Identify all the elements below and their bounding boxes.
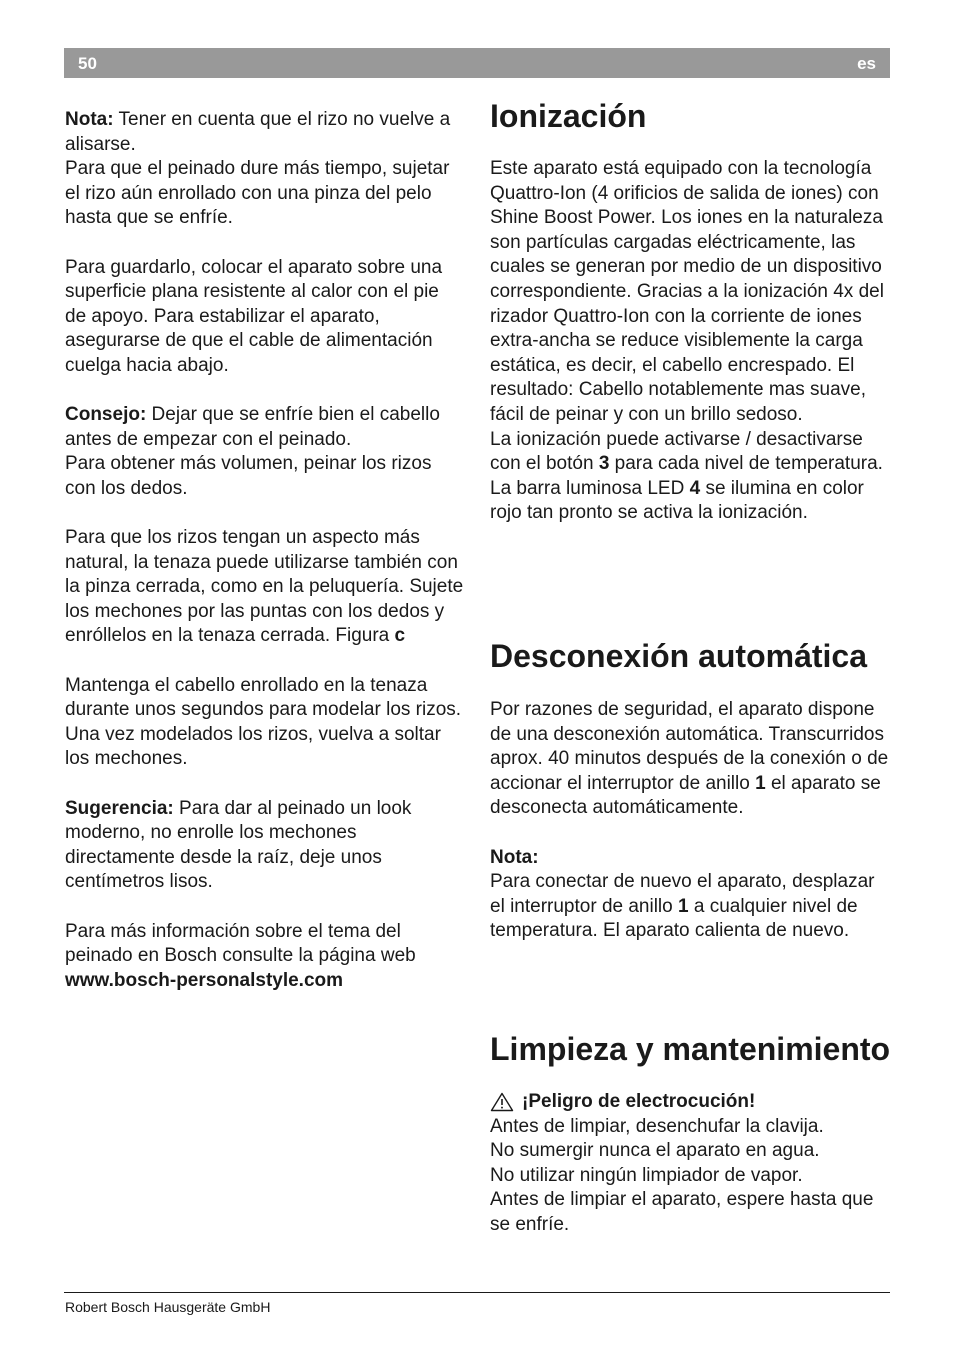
auto-off-note-label: Nota: [490, 846, 539, 868]
website-link[interactable]: www.bosch-personalstyle.com [65, 969, 344, 991]
note-label: Nota: [65, 109, 114, 130]
ionization-toggle-paragraph: La ionización puede activarse / desactivarse con el botón 3 para cada nivel de temperatura. La barra luminosa LED 4 se ilumina en color rojo tan pronto se activa la ionización. [490, 428, 883, 524]
cleaning-line-3: No utilizar ningún limpiador de vapor. [490, 1164, 803, 1186]
button-ref: 3 [598, 453, 610, 475]
more-info-paragraph: Para más información sobre el tema del peinado en Bosch consulte la página web [65, 920, 416, 967]
warning-label: ¡Peligro de electrocución! [522, 1091, 756, 1112]
auto-off-paragraph: Por razones de seguridad, el aparato dispone de una desconexión automática. Transcurridos aprox. 40 minutos después de la conexión o de accionar el interruptor de anillo 1 el aparato se desconecta automáticamente. [490, 699, 889, 819]
auto-off-section [490, 698, 890, 944]
warning-line [490, 1090, 890, 1115]
ionization-heading: Ionización [490, 98, 647, 134]
figure-ref: c [394, 625, 406, 647]
auto-off-note-paragraph: Para conectar de nuevo el aparato, desplazar el interruptor de anillo 1 a cualquier nivel de temperatura. El aparato calienta de nuevo. [490, 871, 875, 942]
note-paragraph: Nota: Tener en cuenta que el rizo no vuelve a alisarse. [65, 109, 451, 155]
volume-paragraph: Para obtener más volumen, peinar los rizos con los dedos. [65, 453, 432, 499]
switch-ref: 1 [755, 772, 766, 794]
cleaning-line-1: Antes de limpiar, desenchufar la clavija. [490, 1115, 824, 1137]
page-number: 50 [78, 54, 97, 73]
cleaning-line-4: Antes de limpiar el aparato, espere hasta que se enfríe. [490, 1189, 874, 1235]
natural-paragraph: Para que los rizos tengan un aspecto más natural, la tenaza puede utilizarse también con la pinza cerrada, como en la peluquería. Sujete los mechones por las puntas con los dedos y enróllelos en la tenaza cerrada. Figura c [65, 527, 464, 647]
auto-off-heading: Desconexión automática [490, 638, 867, 674]
header-bar [64, 48, 890, 78]
cleaning-heading: Limpieza y mantenimiento [490, 1031, 891, 1067]
footer-divider [64, 1292, 890, 1293]
warning-triangle-icon [490, 1092, 514, 1112]
tip-label: Consejo: [65, 404, 147, 426]
keep-paragraph: Mantenga el cabello enrollado en la tenaza durante unos segundos para modelar los rizos. Una vez modelados los rizos, vuelva a soltar los mechones. [65, 674, 462, 770]
cleaning-line-2: No sumergir nunca el aparato en agua. [490, 1140, 820, 1162]
suggestion-paragraph: Sugerencia: Para dar al peinado un look moderno, no enrolle los mechones directamente desde la raíz, deje unos centímetros lisos. [65, 797, 412, 893]
ionization-section [490, 157, 890, 526]
suggestion-label: Sugerencia: [65, 797, 174, 819]
ionization-paragraph: Este aparato está equipado con la tecnología Quattro-Ion (4 orificios de salida de iones) con Shine Boost Power. Los iones en la naturaleza son partículas cargadas eléctricamente, las cuales se generan por medio de un dispositivo correspondiente. Gracias a la ionización 4x del rizador Quattro-Ion con la corriente de iones extra-ancha se reduce visiblemente la carga estática, es decir, el cabello encrespado. El resultado: Cabello notablemente mas suave, fácil de peinar y con un brillo sedoso. [490, 158, 884, 425]
tip-paragraph: Consejo: Dejar que se enfríe bien el cabello antes de empezar con el peinado. [65, 404, 440, 450]
footer-company: Robert Bosch Hausgeräte GmbH [65, 1299, 271, 1315]
note-switch-ref: 1 [678, 895, 689, 917]
led-ref: 4 [689, 477, 701, 499]
cleaning-section [490, 1090, 890, 1238]
store-paragraph: Para guardarlo, colocar el aparato sobre una superficie plana resistente al calor con el pie de apoyo. Para estabilizar el aparato, asegurarse de que el cable de alimentación cuelga hacia abajo. [65, 256, 443, 376]
left-column [65, 108, 465, 993]
hold-paragraph: Para que el peinado dure más tiempo, sujetar el rizo aún enrollado con una pinza del pelo hasta que se enfríe. [65, 158, 450, 229]
language-code: es [857, 54, 876, 73]
